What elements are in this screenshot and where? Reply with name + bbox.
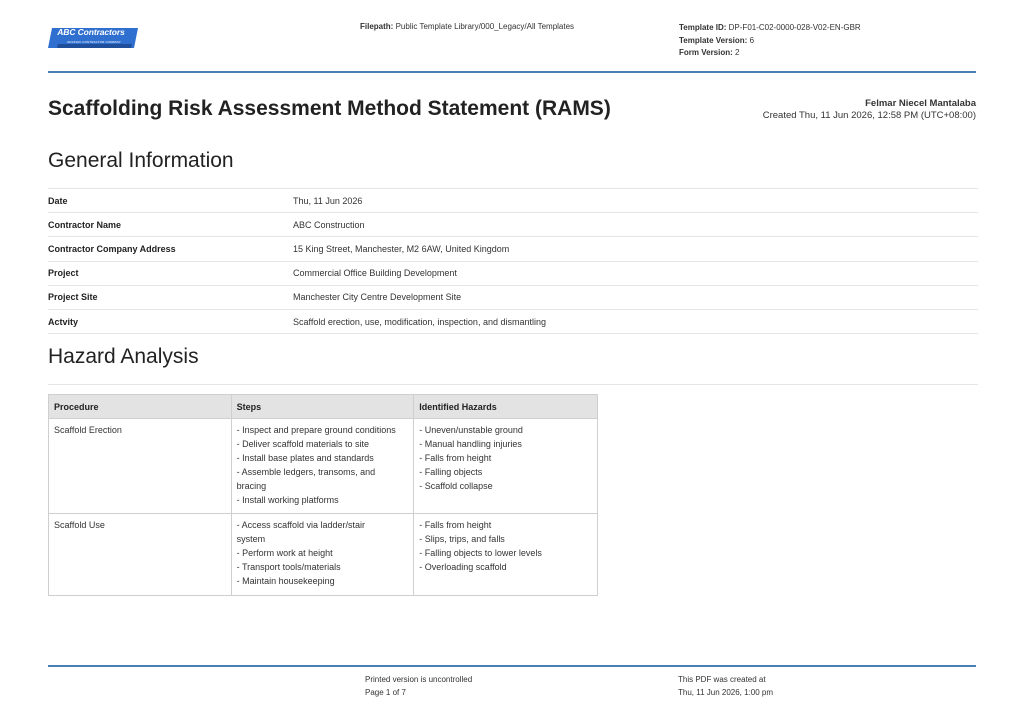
- footer-left: [365, 674, 472, 699]
- info-label: Contractor Name: [48, 219, 122, 230]
- page-number: Page 1 of 7: [365, 687, 406, 697]
- info-label: Project Site: [48, 292, 98, 303]
- step-line: - Deliver scaffold materials to site: [236, 438, 370, 449]
- hazard-line: - Overloading scaffold: [419, 562, 507, 573]
- hazard-line: - Scaffold collapse: [419, 480, 493, 491]
- step-line: - Inspect and prepare ground conditions: [236, 425, 396, 435]
- info-row-project-site: [48, 286, 978, 310]
- general-information-table: [48, 188, 978, 334]
- pdf-created-label: This PDF was created at: [678, 675, 766, 684]
- step-line: - Access scaffold via ladder/stair: [236, 520, 366, 531]
- created-timestamp: Created Thu, 11 Jun 2026, 12:58 PM (UTC+08:00): [762, 109, 976, 121]
- steps-cell: [231, 514, 414, 596]
- form-version-value: 2: [735, 48, 740, 57]
- info-row-project: [48, 262, 978, 286]
- info-label: Contractor Company Address: [48, 243, 176, 254]
- info-value: Manchester City Centre Development Site: [293, 292, 462, 303]
- info-row-contractor-address: [48, 237, 978, 261]
- hazard-line: - Falling objects to lower levels: [419, 548, 542, 559]
- filepath: [360, 22, 574, 31]
- steps-cell: [231, 419, 414, 514]
- step-line: - Transport tools/materials: [236, 562, 341, 573]
- table-header-row: [49, 395, 598, 419]
- filepath-value: Public Template Library/000_Legacy/All Templates: [395, 22, 575, 31]
- hazard-line: - Falls from height: [419, 520, 492, 531]
- step-line: - Install base plates and standards: [236, 452, 374, 463]
- logo-tagline: GRAPHIC CONTRACTOR COMPANY: [67, 40, 121, 44]
- hazards-cell: [414, 514, 598, 596]
- info-value: Commercial Office Building Development: [293, 268, 457, 279]
- footer-divider: [48, 665, 976, 667]
- form-version: [679, 47, 861, 60]
- hazard-line: - Falling objects: [419, 466, 483, 477]
- template-id-value: DP-F01-C02-0000-028-V02-EN-GBR: [728, 23, 861, 32]
- filepath-label: Filepath:: [360, 22, 394, 31]
- uncontrolled-notice: Printed version is uncontrolled: [365, 675, 473, 684]
- hazard-analysis-divider: [48, 384, 978, 385]
- table-row: [49, 419, 598, 514]
- general-information-heading: General Information: [48, 149, 234, 172]
- template-meta: [679, 22, 861, 60]
- info-label: Actvity: [48, 316, 79, 327]
- procedure-cell: Scaffold Erection: [49, 419, 232, 514]
- hazard-analysis-table: [48, 394, 598, 596]
- info-label: Date: [48, 195, 68, 206]
- info-row-date: [48, 189, 978, 213]
- step-line: - Install working platforms: [236, 494, 339, 505]
- hazard-line: - Slips, trips, and falls: [419, 534, 505, 545]
- footer-right: [678, 674, 773, 699]
- hazard-line: - Falls from height: [419, 452, 492, 463]
- table-row: [49, 514, 598, 596]
- info-value: Scaffold erection, use, modification, inspection, and dismantling: [293, 316, 546, 327]
- logo-text: ABC Contractors: [57, 27, 125, 37]
- hazards-cell: [414, 419, 598, 514]
- step-line: - Perform work at height: [236, 548, 333, 559]
- document-title: Scaffolding Risk Assessment Method Statement (RAMS): [48, 97, 611, 120]
- step-line: - Assemble ledgers, transoms, and: [236, 466, 376, 477]
- template-id: [679, 22, 861, 35]
- procedure-cell: Scaffold Use: [49, 514, 232, 596]
- step-line: - Maintain housekeeping: [236, 576, 335, 587]
- info-row-activity: [48, 310, 978, 334]
- column-header-hazards: Identified Hazards: [414, 395, 598, 419]
- column-header-procedure: Procedure: [49, 395, 232, 419]
- company-logo: [48, 26, 138, 50]
- form-version-label: Form Version:: [679, 48, 733, 57]
- hazard-line: - Uneven/unstable ground: [419, 425, 523, 435]
- author-name: Felmar Niecel Mantalaba: [865, 98, 976, 109]
- info-value: Thu, 11 Jun 2026: [293, 195, 363, 206]
- document-creator: [763, 98, 976, 121]
- hazard-line: - Manual handling injuries: [419, 438, 522, 449]
- template-version-label: Template Version:: [679, 35, 748, 45]
- step-line: bracing: [236, 480, 267, 491]
- pdf-created-value: Thu, 11 Jun 2026, 1:00 pm: [678, 687, 774, 697]
- info-value: ABC Construction: [293, 219, 365, 230]
- template-version: [679, 35, 861, 48]
- template-version-value: 6: [749, 35, 755, 45]
- info-label: Project: [48, 268, 79, 279]
- page-header: [0, 0, 1024, 73]
- template-id-label: Template ID:: [679, 23, 727, 32]
- hazard-analysis-heading: Hazard Analysis: [48, 345, 199, 368]
- column-header-steps: Steps: [231, 395, 414, 419]
- header-divider: [48, 71, 976, 73]
- step-line: system: [236, 534, 266, 545]
- info-value: 15 King Street, Manchester, M2 6AW, United Kingdom: [293, 243, 510, 254]
- info-row-contractor-name: [48, 213, 978, 237]
